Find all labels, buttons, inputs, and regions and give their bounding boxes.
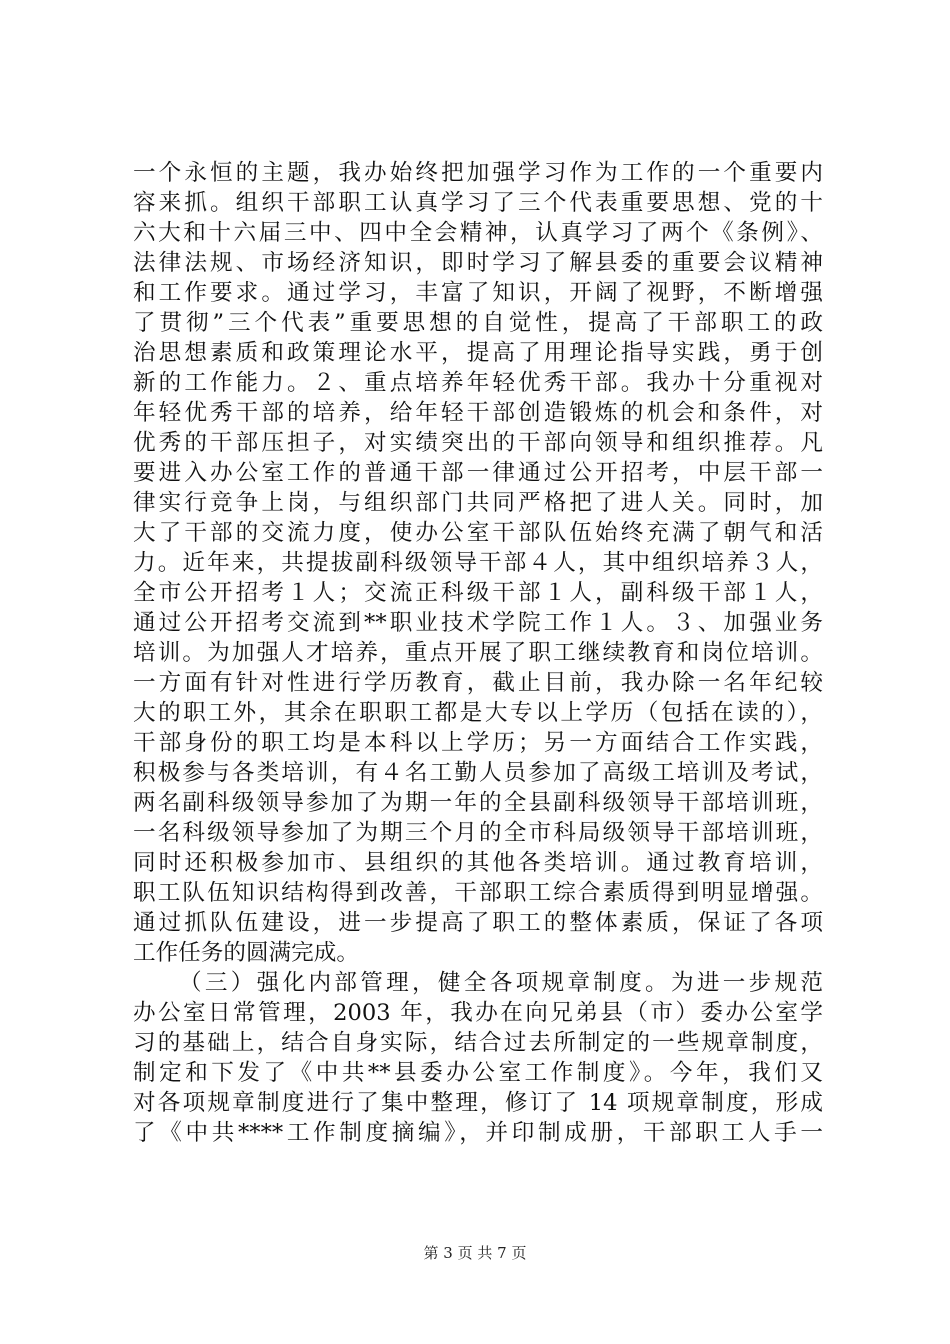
text-line: 干部身份的职工均是本科以上学历；另一方面结合工作实践， [133, 730, 823, 756]
text-line: 法律法规、市场经济知识，即时学习了解县委的重要会议精神 [133, 250, 823, 276]
text-line: 治思想素质和政策理论水平，提高了用理论指导实践，勇于创 [133, 340, 823, 366]
text-line: 优秀的干部压担子，对实绩突出的干部向领导和组织推荐。凡 [133, 430, 823, 456]
page-number-footer: 第 3 页 共 7 页 [423, 1244, 527, 1262]
text-line: 通过公开招考交流到**职业技术学院工作１人。３、加强业务 [133, 610, 823, 636]
text-line: 工作任务的圆满完成。 [133, 940, 359, 966]
text-line: 制定和下发了《中共**县委办公室工作制度》。今年，我们又 [133, 1060, 823, 1086]
text-line: 通过抓队伍建设，进一步提高了职工的整体素质，保证了各项 [133, 910, 823, 936]
text-line: 习的基础上，结合自身实际，结合过去所制定的一些规章制度， [133, 1030, 823, 1056]
text-line: 全市公开招考１人；交流正科级干部１人，副科级干部１人， [133, 580, 823, 606]
text-line: 六大和十六届三中、四中全会精神，认真学习了两个《条例》、 [133, 220, 823, 246]
text-line: 新的工作能力。２、重点培养年轻优秀干部。我办十分重视对 [133, 370, 823, 396]
body-text [133, 158, 823, 1148]
text-line: 大了干部的交流力度，使办公室干部队伍始终充满了朝气和活 [133, 520, 823, 546]
text-line: 大的职工外，其余在职职工都是大专以上学历（包括在读的）， [133, 700, 823, 726]
text-line: 律实行竞争上岗，与组织部门共同严格把了进人关。同时，加 [133, 490, 823, 516]
text-line: 了贯彻”三个代表”重要思想的自觉性，提高了干部职工的政 [133, 310, 823, 336]
text-line: 一方面有针对性进行学历教育，截止目前，我办除一名年纪较 [133, 670, 823, 696]
text-line: 职工队伍知识结构得到改善，干部职工综合素质得到明显增强。 [133, 880, 823, 906]
text-line: 培训。为加强人才培养，重点开展了职工继续教育和岗位培训。 [133, 640, 823, 666]
section-heading-line: （三）强化内部管理，健全各项规章制度。为进一步规范 [179, 970, 823, 996]
text-line: 办公室日常管理，2003 年，我办在向兄弟县（市）委办公室学 [133, 1000, 823, 1026]
text-line: 两名副科级领导参加了为期一年的全县副科级领导干部培训班， [133, 790, 823, 816]
text-line: 和工作要求。通过学习，丰富了知识，开阔了视野，不断增强 [133, 280, 823, 306]
text-line: 积极参与各类培训，有４名工勤人员参加了高级工培训及考试， [133, 760, 823, 786]
text-line: 要进入办公室工作的普通干部一律通过公开招考，中层干部一 [133, 460, 823, 486]
text-line: 对各项规章制度进行了集中整理，修订了 14 项规章制度，形成 [133, 1090, 823, 1116]
text-line: 年轻优秀干部的培养，给年轻干部创造锻炼的机会和条件，对 [133, 400, 823, 426]
text-line: 一个永恒的主题，我办始终把加强学习作为工作的一个重要内 [133, 160, 823, 186]
text-line: 了《中共****工作制度摘编》，并印制成册，干部职工人手一 [133, 1120, 823, 1146]
text-line: 容来抓。组织干部职工认真学习了三个代表重要思想、党的十 [133, 190, 823, 216]
text-line: 同时还积极参加市、县组织的其他各类培训。通过教育培训， [133, 850, 823, 876]
text-line: 一名科级领导参加了为期三个月的全市科局级领导干部培训班， [133, 820, 823, 846]
text-line: 力。近年来，共提拔副科级领导干部４人，其中组织培养３人， [133, 550, 823, 576]
